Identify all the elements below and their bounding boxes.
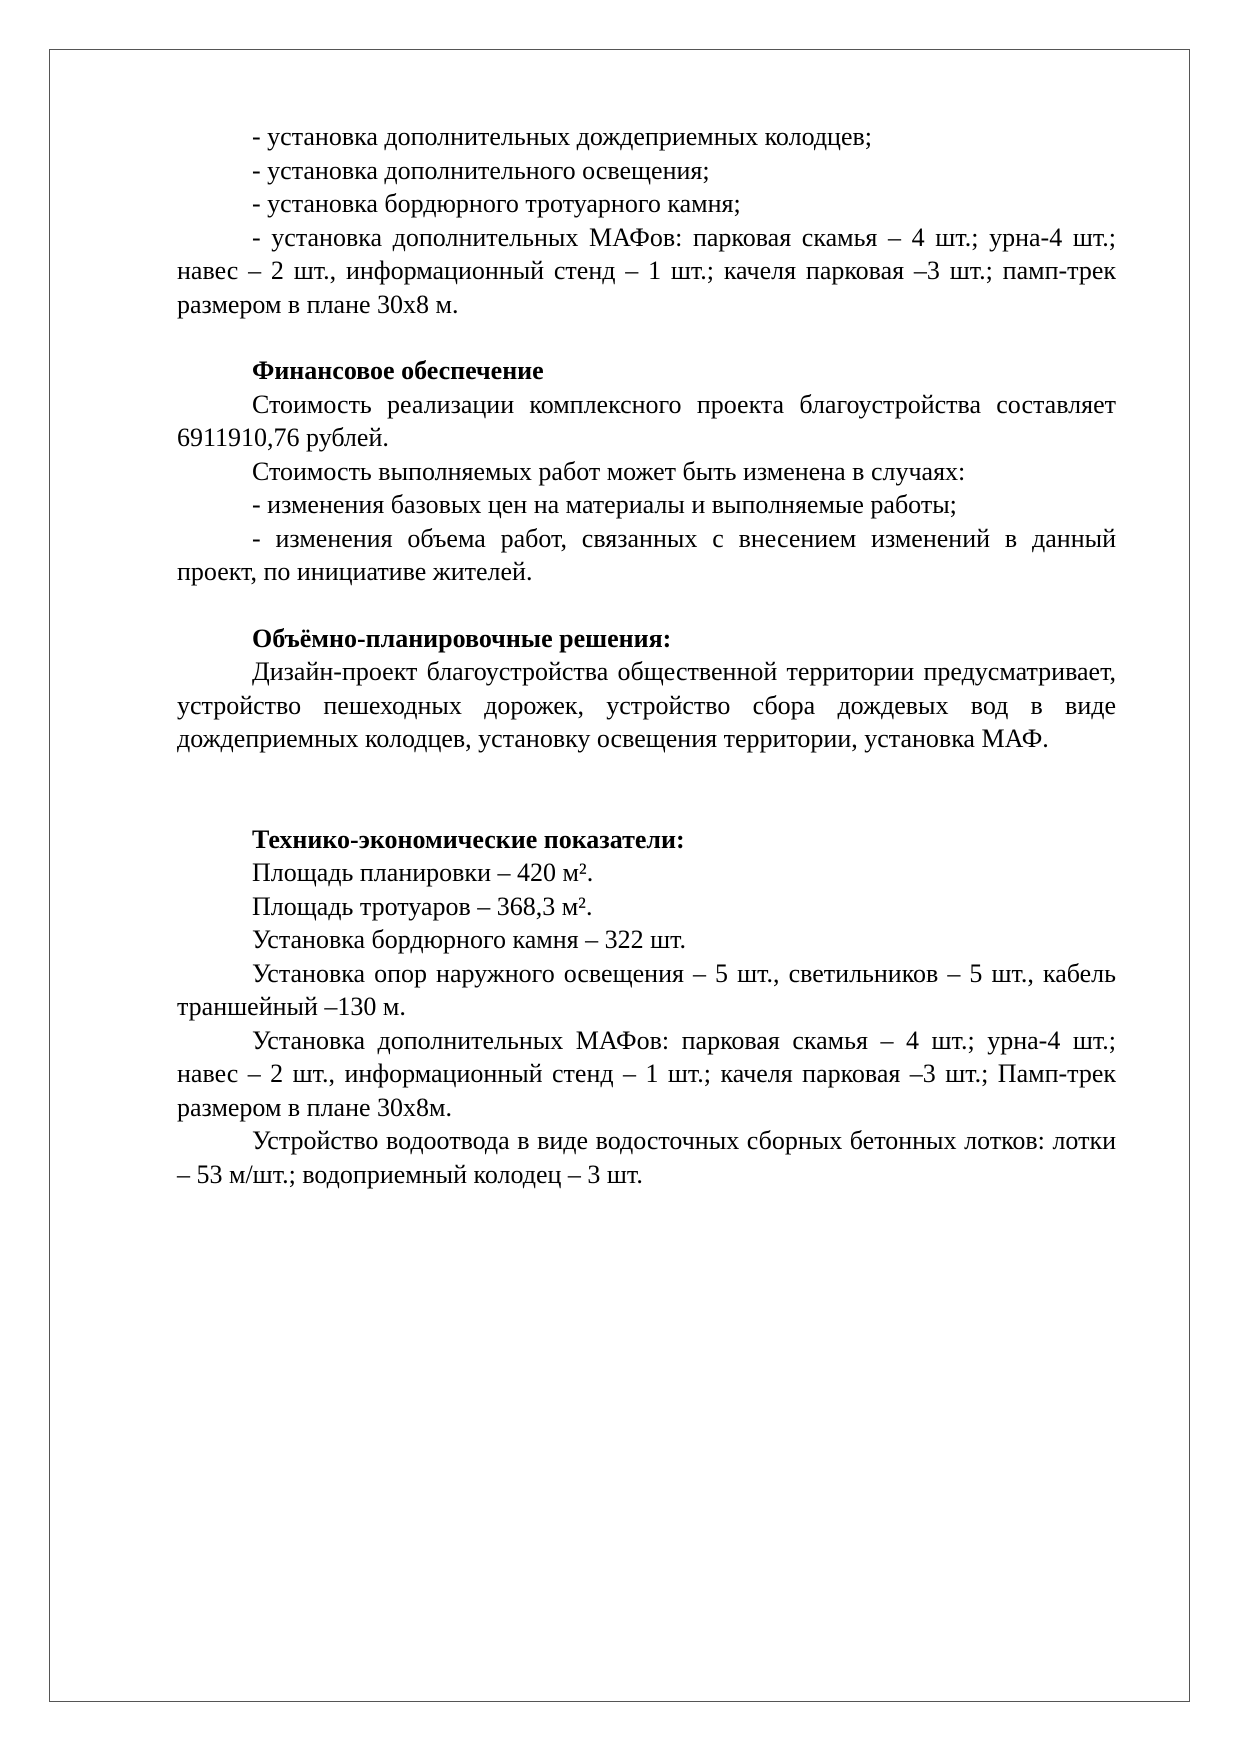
paragraph-may-change: Стоимость выполняемых работ может быть изменена в случаях: xyxy=(252,456,966,486)
section-heading-finance: Финансовое обеспечение xyxy=(252,356,544,385)
spacer xyxy=(177,321,1116,354)
spacer xyxy=(177,756,1116,823)
section-heading-indicators: Технико-экономические показатели: xyxy=(252,824,685,854)
list-item: Установка дополнительных МАФов: парковая скамья – 4 шт.; урна-4 шт.; навес – 2 шт., информационный стенд – 1 шт.; качеля парковая –3 шт.; Памп-трек размером в плане 30х8м. xyxy=(177,1025,1116,1122)
section-heading-planning: Объёмно-планировочные решения: xyxy=(252,623,672,653)
spacer xyxy=(177,589,1116,622)
list-item: - изменения объема работ, связанных с внесением изменений в данный проект, по инициативе жителей. xyxy=(177,523,1116,586)
list-item: - установка дополнительных МАФов: парковая скамья – 4 шт.; урна-4 шт.; навес – 2 шт., информационный стенд – 1 шт.; качеля парковая –3 шт.; памп-трек размером в плане 30х8 м. xyxy=(177,222,1116,319)
document-body xyxy=(177,120,1116,1191)
list-item: Площадь тротуаров – 368,3 м². xyxy=(252,891,593,921)
paragraph-cost: Стоимость реализации комплексного проекта благоустройства составляет 6911910,76 рублей. xyxy=(177,389,1116,452)
list-item: Устройство водоотвода в виде водосточных сборных бетонных лотков: лотки – 53 м/шт.; водоприемный колодец – 3 шт. xyxy=(177,1126,1116,1189)
list-item: - установка дополнительного освещения; xyxy=(252,155,710,185)
list-item: Площадь планировки – 420 м². xyxy=(252,858,594,887)
list-item: Установка бордюрного камня – 322 шт. xyxy=(252,925,687,954)
list-item: Установка опор наружного освещения – 5 шт., светильников – 5 шт., кабель траншейный –130 м. xyxy=(177,958,1116,1021)
paragraph-planning: Дизайн-проект благоустройства общественной территории предусматривает, устройство пешеходных дорожек, устройство сбора дождевых вод в виде дождеприемных колодцев, установку освещения территории, установка МАФ. xyxy=(177,657,1116,753)
list-item: - изменения базовых цен на материалы и выполняемые работы; xyxy=(252,490,957,519)
list-item: - установка бордюрного тротуарного камня; xyxy=(252,189,741,218)
list-item: - установка дополнительных дождеприемных колодцев; xyxy=(252,122,873,151)
